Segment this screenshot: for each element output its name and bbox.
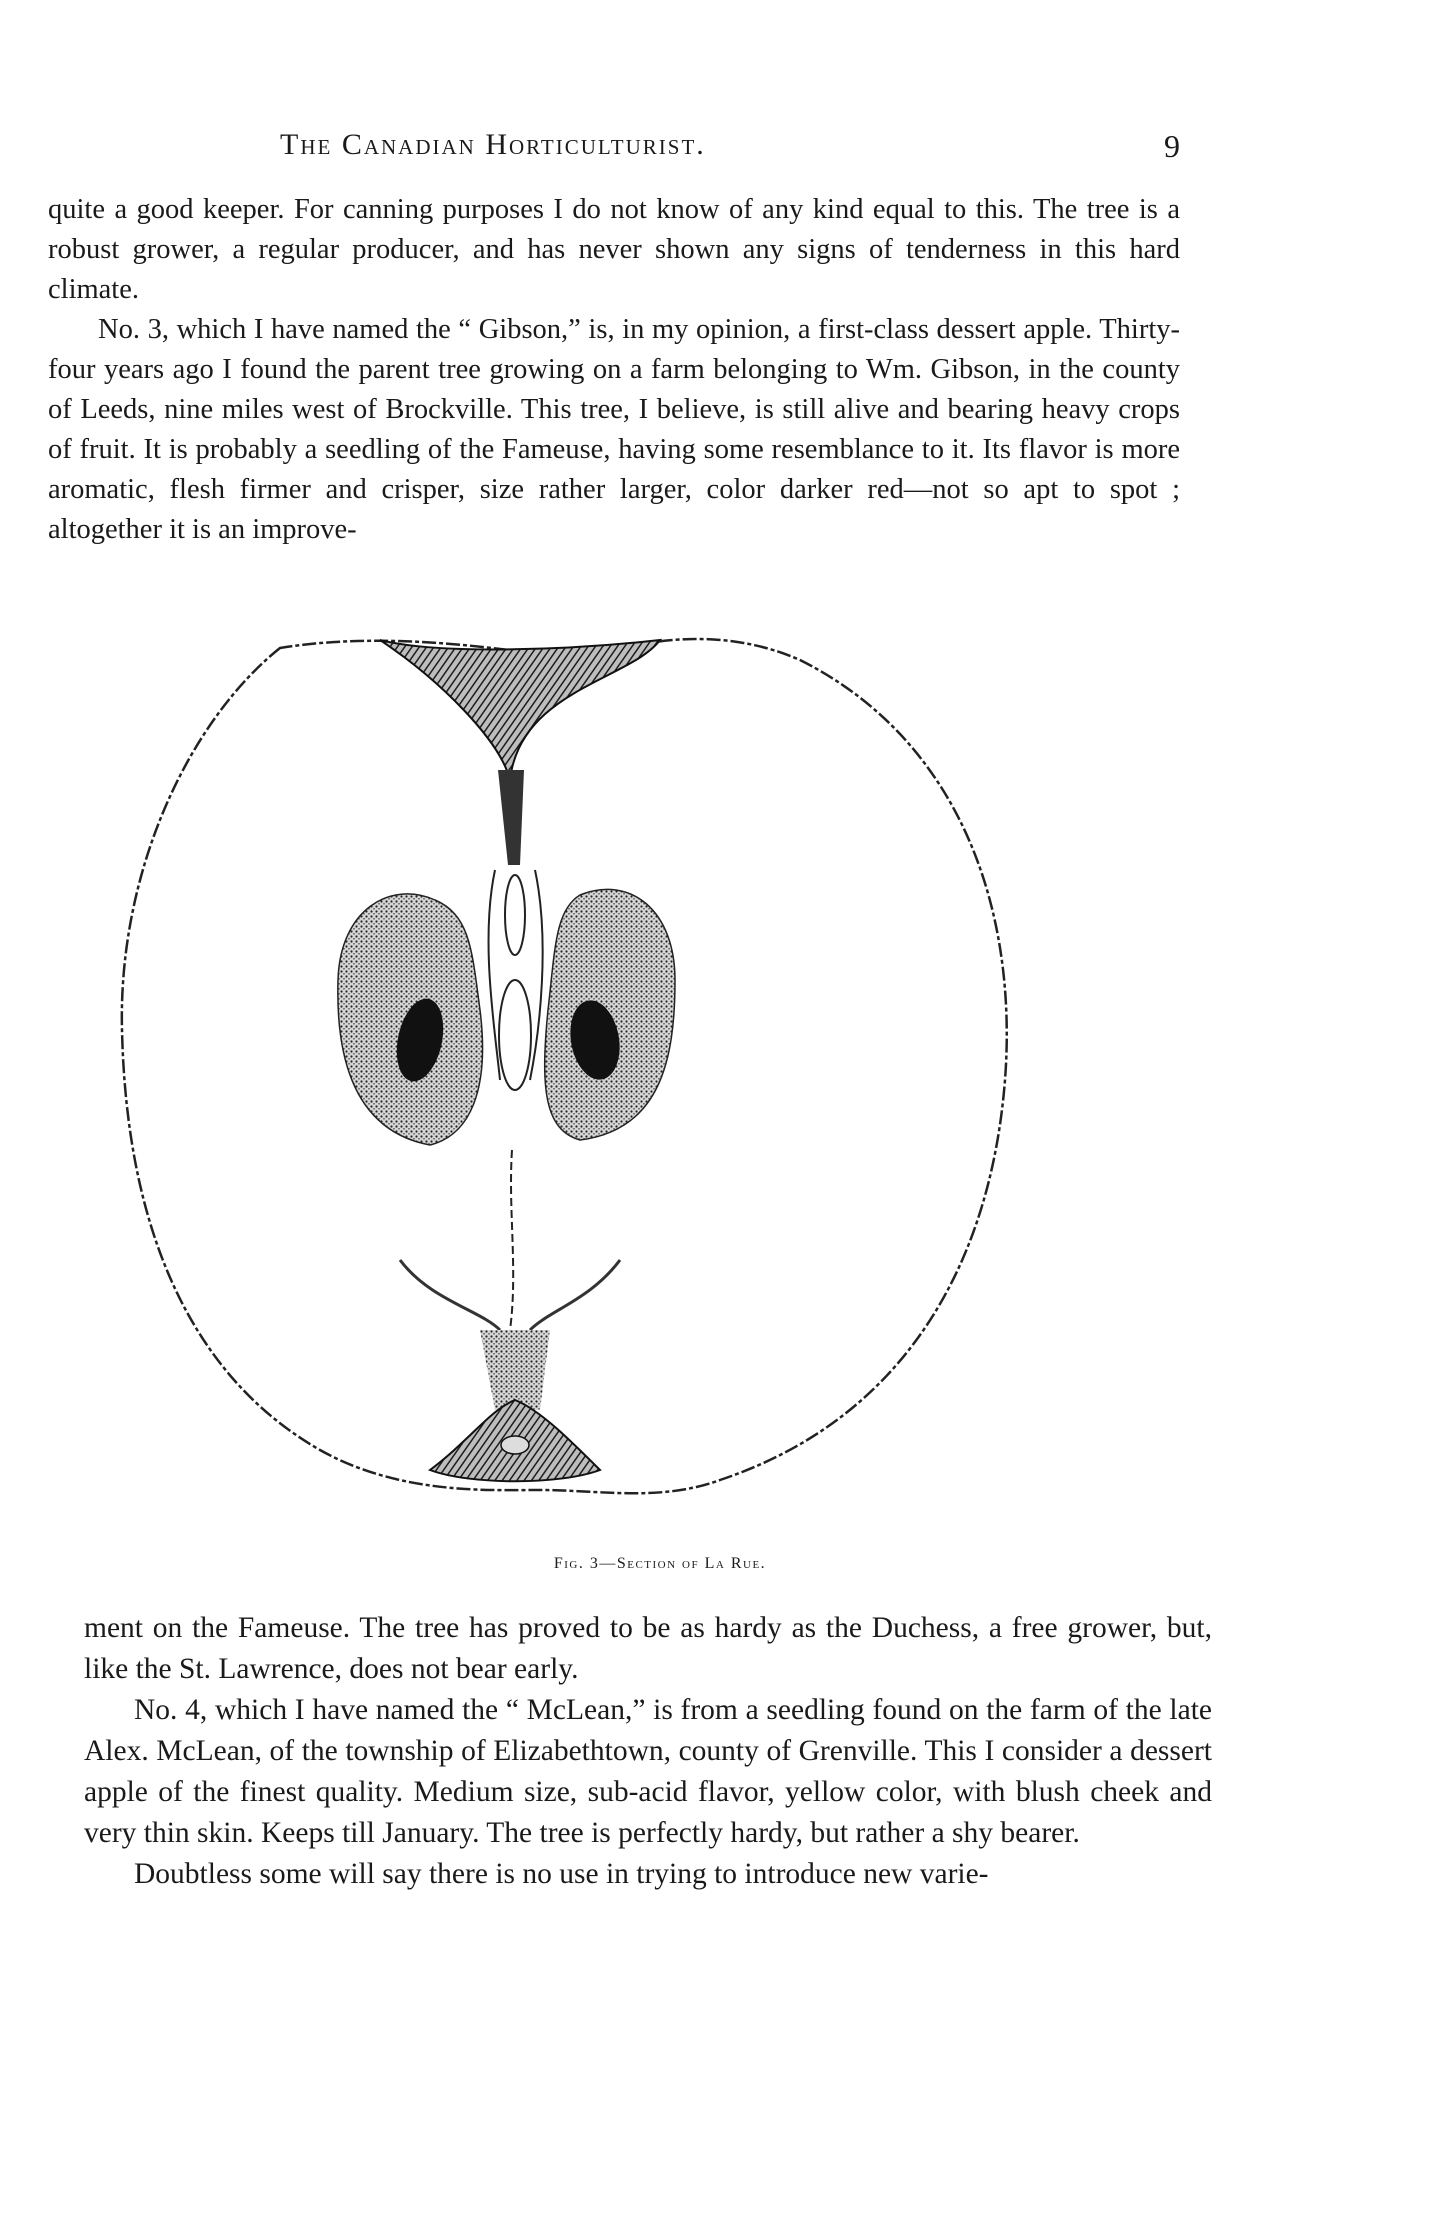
stem-cavity: [380, 640, 660, 780]
paragraph: ment on the Fameuse. The tree has proved to be as hardy as the Duchess, a free grower, but, like the St. Lawrence, does not bear early.: [84, 1612, 1212, 1685]
running-title: The Canadian Horticulturist.: [280, 128, 706, 161]
apple-section-illustration: [100, 610, 1220, 1545]
paragraph: quite a good keeper. For canning purposes I do not know of any kind equal to this. The tree is a robust grower, a regular producer, and has never shown any signs of tenderness in this hard climate.: [48, 194, 1180, 305]
text-block-bottom: [84, 1608, 1212, 1895]
page-number: 9: [1164, 128, 1180, 164]
figure-caption: Fig. 3—Section of La Rue.: [553, 1555, 767, 1572]
text-block-top: [48, 190, 1180, 550]
paragraph: Doubtless some will say there is no use in trying to introduce new varie-: [134, 1858, 989, 1890]
page-header: [280, 128, 1180, 168]
stem: [498, 770, 524, 865]
paragraph: No. 3, which I have named the “ Gibson,” is, in my opinion, a first-class dessert apple. Thirty-four years ago I found the parent tree growing on a farm belonging to Wm. Gibson, in the county of Leeds, nine miles west of Brockville. This tree, I believe, is still alive and bearing heavy crops of fruit. It is probably a seedling of the Fameuse, having some resemblance to it. Its flavor is more aromatic, flesh firmer and crisper, size rather larger, color darker red—not so apt to spot ; altogether it is an improve-: [48, 314, 1180, 545]
paragraph: No. 4, which I have named the “ McLean,” is from a seedling found on the farm of the late Alex. McLean, of the township of Elizabethtown, county of Grenville. This I consider a dessert apple of the finest quality. Medium size, sub-acid flavor, yellow color, with blush cheek and very thin skin. Keeps till January. The tree is perfectly hardy, but rather a shy bearer.: [84, 1694, 1212, 1849]
core-center: [499, 980, 531, 1090]
